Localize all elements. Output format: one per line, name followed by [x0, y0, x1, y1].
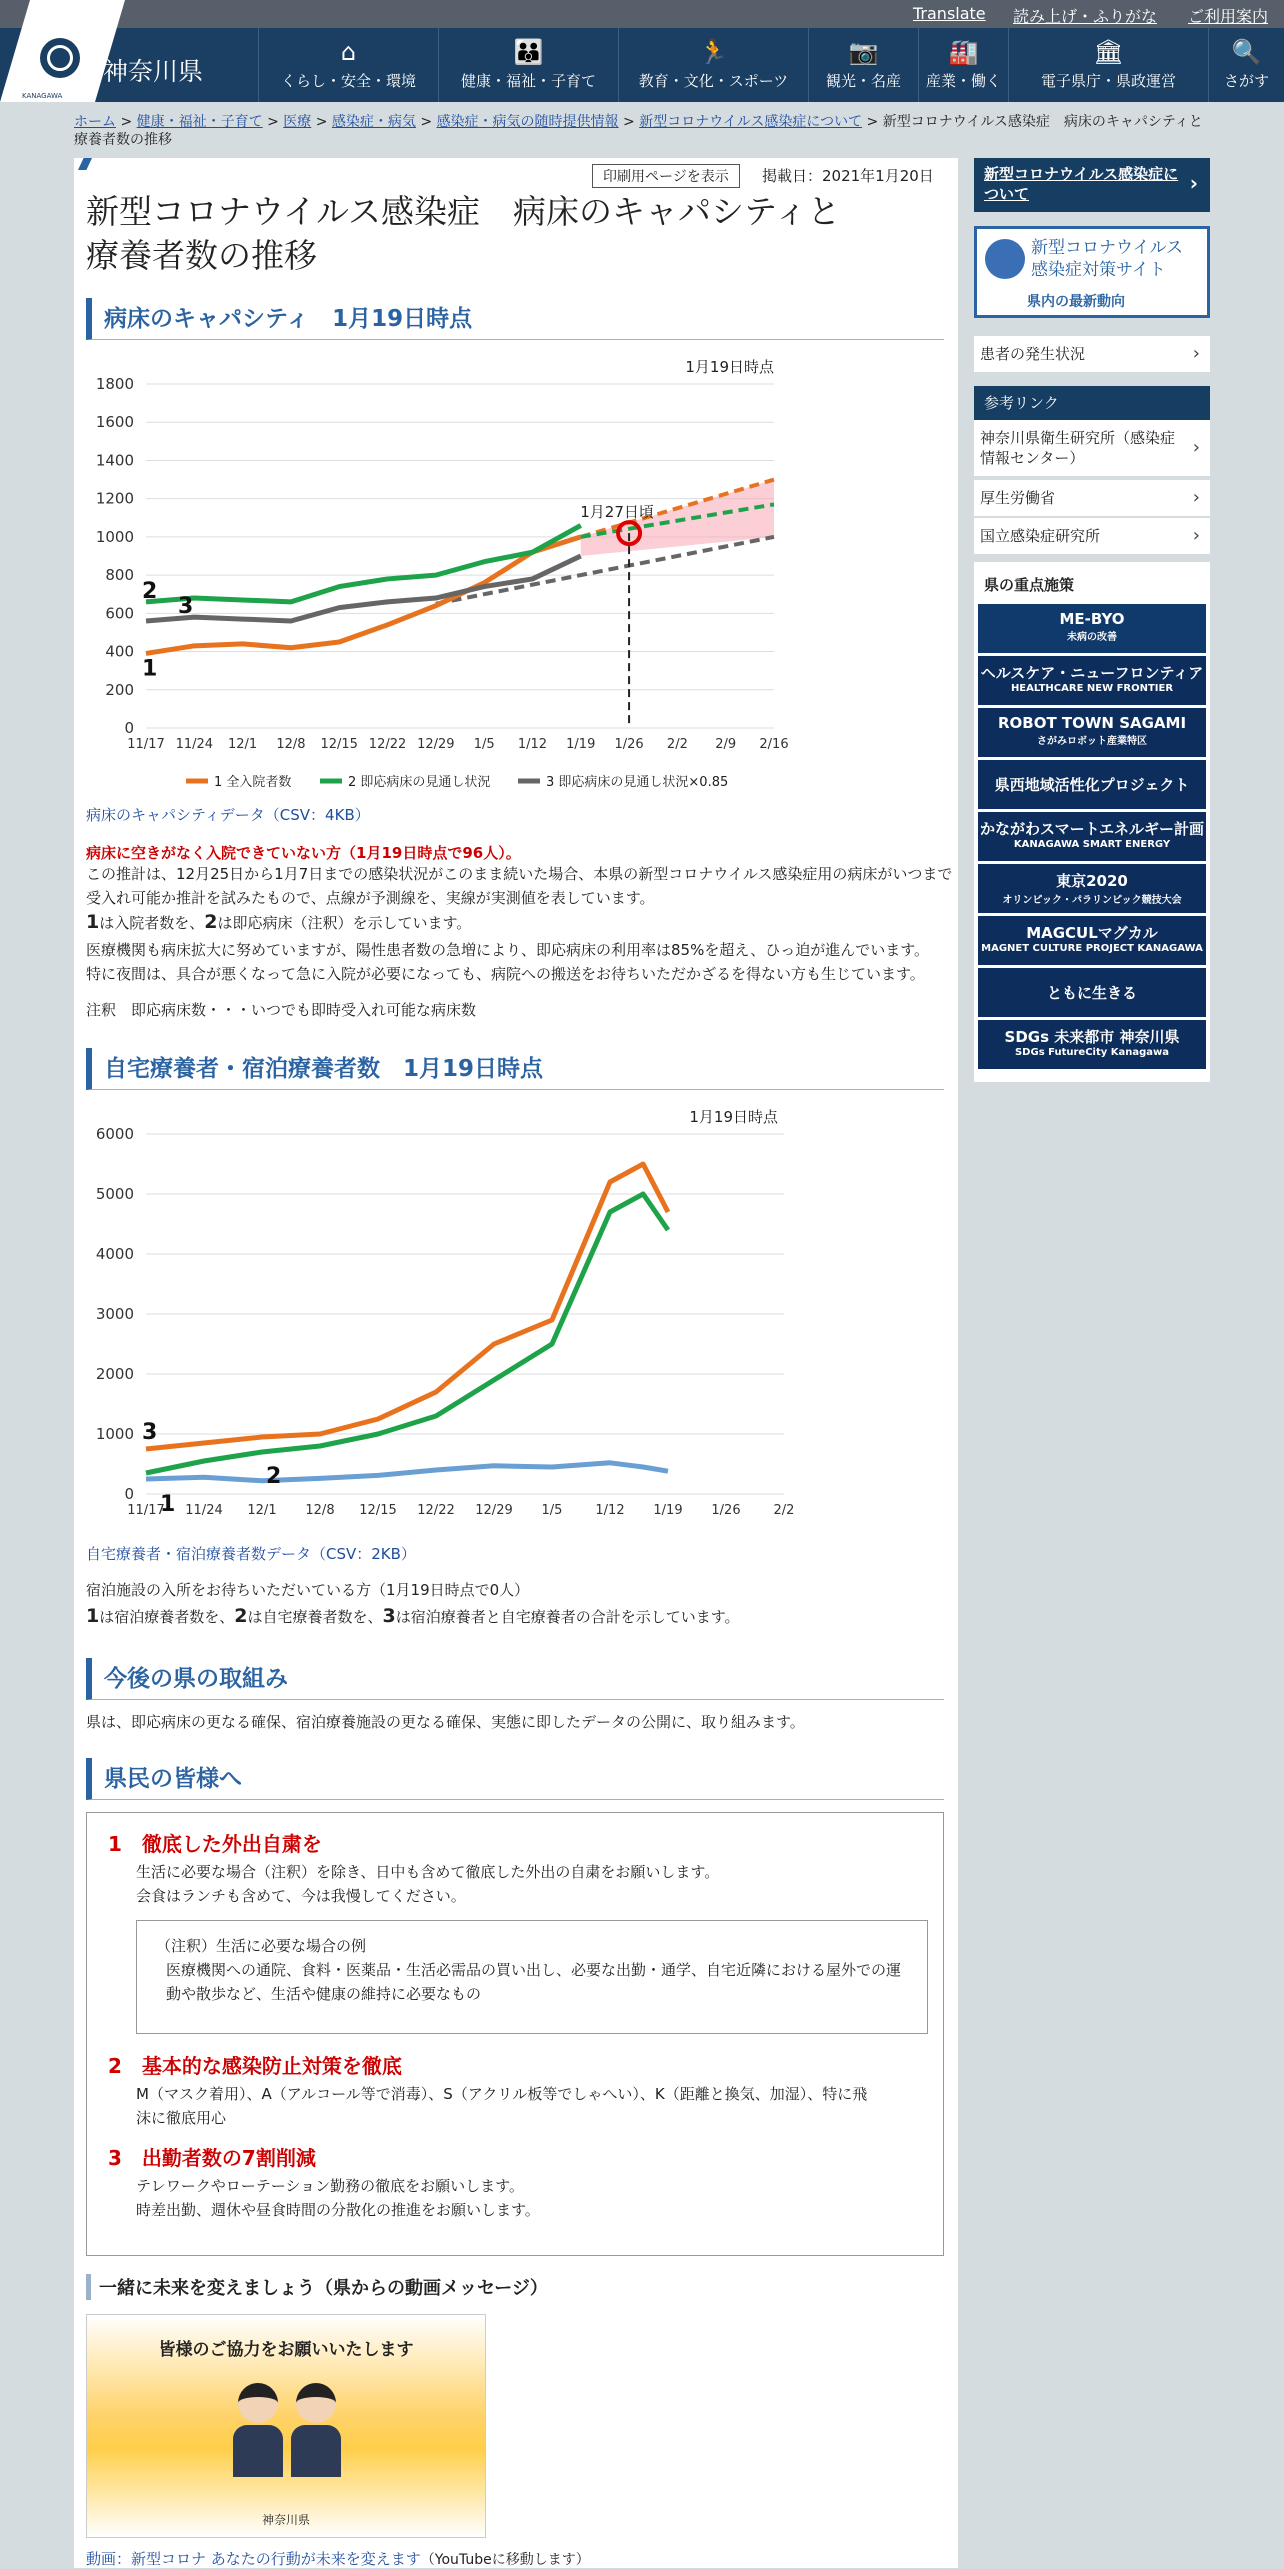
x-tick-label: 12/8 [276, 737, 306, 752]
policy-banner[interactable]: 東京2020 オリンピック・パラリンピック競技大会 [978, 864, 1206, 913]
breadcrumb-link[interactable]: 感染症・病気 [331, 114, 416, 130]
house-icon: ⌂ [340, 38, 357, 66]
x-tick-label: 11/24 [185, 1503, 223, 1518]
section-heading-patients: 自宅療養者・宿泊療養者数 1月19日時点 [86, 1048, 944, 1090]
nav-item-building[interactable] [1008, 28, 1208, 102]
capacity-csv-link[interactable]: 病床のキャパシティデータ（CSV：4KB） [86, 806, 370, 824]
x-tick-label: 12/15 [359, 1503, 397, 1518]
y-tick-label: 1400 [95, 451, 134, 470]
series-label: 1 [160, 1492, 176, 1517]
chevron-right-icon: › [1192, 437, 1200, 458]
breadcrumb-separator: > [262, 114, 284, 130]
factory-icon: 🏭 [948, 38, 979, 66]
series-label: 3 [142, 1420, 158, 1445]
y-tick-label: 0 [124, 1485, 134, 1503]
section-heading-residents: 県民の皆様へ [86, 1758, 944, 1800]
y-tick-label: 1600 [95, 413, 134, 432]
y-tick-label: 800 [105, 566, 134, 585]
breadcrumb-link[interactable]: ホーム [74, 114, 116, 130]
x-tick-label: 12/15 [320, 737, 358, 752]
request-text: M（マスク着用）、A（アルコール等で消毒）、S（アクリル板等でしゃへい）、K（距離と換気、加湿）、特に飛 [136, 2085, 868, 2103]
series-label: 1 [142, 656, 158, 682]
nav-label: 教育・文化・スポーツ [638, 72, 789, 90]
x-tick-label: 1/12 [595, 1503, 625, 1518]
banner-subtitle: 県内の最新動向 [1027, 294, 1125, 310]
kanagawa-seal-icon[interactable] [40, 38, 80, 78]
nav-item-house[interactable] [258, 28, 438, 102]
video-logo: 神奈川県 [261, 2513, 310, 2527]
series-label: 3 [178, 593, 194, 619]
nav-label: くらし・安全・環境 [280, 72, 416, 90]
breadcrumb-link[interactable]: 医療 [283, 114, 312, 130]
video-heading: 一緒に未来を変えましょう（県からの動画メッセージ） [86, 2274, 548, 2300]
legend-entry: 2 即応病床の見通し状況 [348, 775, 491, 790]
breadcrumb-separator: > [116, 114, 137, 130]
x-tick-label: 11/17 [127, 1503, 165, 1518]
y-tick-label: 2000 [95, 1365, 134, 1383]
x-tick-label: 12/22 [368, 737, 407, 752]
policy-banner[interactable]: ともに生きる [978, 968, 1206, 1017]
y-tick-label: 3000 [95, 1305, 134, 1323]
x-tick-label: 12/1 [228, 737, 258, 752]
chevron-right-icon: › [1192, 487, 1200, 508]
y-tick-label: 4000 [95, 1245, 134, 1263]
series-label: 2 [142, 578, 158, 604]
efforts-text: 県は、即応病床の更なる確保、宿泊療養施設の更なる確保、実態に即したデータの公開に、取り組みます。 [86, 1713, 805, 1731]
breadcrumb-separator: > [311, 114, 332, 130]
breadcrumb-separator: > [415, 114, 437, 130]
x-tick-label: 2/16 [759, 737, 789, 752]
bed-capacity-chart [74, 348, 954, 808]
legend-entry: 1 全入院者数 [214, 775, 292, 790]
posted-date: 掲載日：2021年1月20日 [762, 167, 934, 185]
corner-accent [78, 158, 92, 170]
patients-csv-link[interactable]: 自宅療養者・宿泊療養者数データ（CSV：2KB） [86, 1545, 416, 1563]
x-tick-label: 1/26 [711, 1503, 741, 1518]
breadcrumb-current: 新型コロナウイルス感染症 病床のキャパシティと療養者数の推移 [74, 114, 1203, 148]
section-heading-efforts: 今後の県の取組み [86, 1658, 944, 1700]
breadcrumb-separator: > [618, 114, 640, 130]
request-text: 生活に必要な場合（注釈）を除き、日中も含めて徹底した外出の自粛をお願いします。 [136, 1863, 720, 1881]
breadcrumb-link[interactable]: 新型コロナウイルス感染症について [639, 114, 863, 130]
x-tick-label: 2/9 [715, 737, 737, 752]
nav-item-search[interactable] [1208, 28, 1284, 102]
x-tick-label: 1/5 [473, 737, 495, 752]
x-tick-label: 2/2 [666, 737, 688, 752]
description-line: 受入れ可能か推計を試みたもので、点線が予測線を、実線が実測値を表しています。 [86, 889, 655, 907]
x-tick-label: 12/29 [417, 737, 455, 752]
camera-icon: 📷 [848, 38, 879, 66]
legend-entry: 3 即応病床の見通し状況×0.85 [546, 775, 729, 790]
family-icon: 👪 [513, 38, 544, 66]
policy-banner[interactable]: ME-BYO 未病の改善 [978, 604, 1206, 653]
breadcrumb-link[interactable]: 健康・福祉・子育て [136, 114, 263, 130]
nav-item-family[interactable] [438, 28, 618, 102]
y-tick-label: 1800 [95, 375, 134, 393]
x-tick-label: 12/8 [305, 1503, 335, 1518]
note-text: 医療機関への通院、食料・医薬品・生活必需品の買い出し、必要な出勤・通学、自宅近隣における屋外での運 [166, 1961, 902, 1979]
patients-status-link[interactable]: 患者の発生状況 › [974, 336, 1210, 373]
x-tick-label: 1/26 [614, 737, 644, 752]
utility-bar [0, 0, 1284, 28]
person-icon [233, 2383, 283, 2479]
description-line: 医療機関も病床拡大に努めていますが、陽性患者数の急増により、即応病床の利用率は85%を超え、ひっ迫が進んでいます。 [86, 941, 930, 959]
series-line [146, 1164, 668, 1449]
legend-explanation: 1は入院者数を、2は即応病床（注釈）を示しています。 [86, 911, 472, 933]
y-tick-label: 5000 [95, 1185, 134, 1203]
reference-link[interactable]: 国立感染症研究所 › [974, 518, 1210, 555]
chart-annotation: 1月19日時点 [685, 358, 774, 376]
policy-banner[interactable]: SDGs 未来都市 神奈川県 SDGs FutureCity Kanagawa [978, 1020, 1206, 1069]
request-heading-3: 3 出勤者数の7割削減 [108, 2146, 316, 2170]
nav-item-camera[interactable] [808, 28, 918, 102]
x-tick-label: 1/5 [541, 1503, 563, 1518]
video-caption: 皆様のご協力をお願いいたします [158, 2340, 414, 2360]
covid-site-banner[interactable] [974, 226, 1210, 318]
main-content [74, 158, 958, 2568]
policy-banner[interactable]: ヘルスケア・ニューフロンティア HEALTHCARE NEW FRONTIER [978, 656, 1206, 705]
nav-item-runner[interactable] [618, 28, 808, 102]
search-icon: 🔍 [1231, 38, 1262, 66]
legend-explanation: 1は宿泊療養者数を、2は自宅療養者数を、3は宿泊療養者と自宅療養者の合計を示しています。 [86, 1605, 740, 1627]
description-line: この推計は、12月25日から1月7日までの感染状況がこのまま続いた場合、本県の新型コロナウイルス感染症用の病床がいつまで [86, 865, 953, 883]
request-text: 沫に徹底用心 [136, 2109, 227, 2127]
request-heading-2: 2 基本的な感染防止対策を徹底 [108, 2054, 402, 2078]
note-title: （注釈）生活に必要な場合の例 [156, 1937, 367, 1955]
patients-chart [74, 1098, 954, 1538]
breadcrumb-link[interactable]: 感染症・病気の随時提供情報 [436, 114, 619, 130]
print-button[interactable]: 印刷用ページを表示 [592, 164, 740, 188]
series-line [146, 1463, 668, 1481]
request-text: 会食はランチも含めて、今は我慢してください。 [136, 1887, 466, 1905]
nav-label: 電子県庁・県政運営 [1040, 72, 1176, 90]
request-text: テレワークやローテーション勤務の徹底をお願いします。 [136, 2177, 524, 2195]
nav-item-factory[interactable] [918, 28, 1008, 102]
x-tick-label: 12/1 [247, 1503, 277, 1518]
y-tick-label: 0 [124, 719, 134, 737]
virus-icon [985, 239, 1025, 279]
request-heading-1: 1 徹底した外出自粛を [108, 1832, 322, 1856]
x-tick-label: 1/19 [566, 737, 596, 752]
x-tick-label: 11/24 [175, 737, 214, 752]
policy-banner[interactable]: 県西地域活性化プロジェクト [978, 760, 1206, 809]
ref-links-heading: 参考リンク [974, 386, 1210, 420]
series-label: 2 [266, 1464, 282, 1489]
y-tick-label: 6000 [95, 1125, 134, 1143]
y-tick-label: 400 [105, 642, 134, 661]
nav-label: さがす [1223, 72, 1269, 90]
covid-info-link[interactable]: 新型コロナウイルス感染症について › [974, 158, 1210, 212]
reference-link[interactable]: 神奈川県衛生研究所（感染症情報センター） › [974, 420, 1210, 477]
chevron-right-icon: › [1189, 171, 1198, 195]
policy-banner[interactable]: MAGCULマグカル MAGNET CULTURE PROJECT KANAGAWA [978, 916, 1206, 965]
y-tick-label: 600 [105, 604, 134, 623]
y-tick-label: 200 [105, 680, 134, 699]
nav-label: 観光・名産 [825, 72, 901, 90]
chevron-right-icon: › [1192, 343, 1200, 364]
video-link-row: 動画：新型コロナ あなたの行動が未来を変えます（YouTubeに移動します） [86, 2550, 590, 2568]
policy-banner[interactable]: かながわスマートエネルギー計画 KANAGAWA SMART ENERGY [978, 812, 1206, 861]
description-line: 特に夜間は、具合が悪くなって急に入院が必要になっても、病院への搬送をお待ちいただかざるを得ない方も生じています。 [86, 965, 925, 983]
breadcrumb [74, 113, 1214, 149]
person-icon [291, 2383, 341, 2479]
marker-label: 1月27日頃 [580, 503, 654, 522]
chevron-right-icon: › [1192, 525, 1200, 546]
video-link[interactable]: 動画：新型コロナ あなたの行動が未来を変えます [86, 2550, 421, 2568]
banner-title: 新型コロナウイルス 感染症対策サイト [1031, 238, 1183, 280]
y-tick-label: 1000 [95, 527, 134, 546]
nav-label: 産業・働く [925, 72, 1001, 90]
building-icon: 🏛 [1093, 38, 1124, 66]
x-tick-label: 12/29 [475, 1503, 513, 1518]
nav-label: 健康・福祉・子育て [460, 72, 596, 90]
x-tick-label: 12/22 [417, 1503, 455, 1518]
reference-link[interactable]: 厚生労働省 › [974, 480, 1210, 517]
policy-heading: 県の重点施策 [984, 576, 1075, 594]
policy-panel [974, 562, 1210, 1082]
seal-caption: KANAGAWA [22, 92, 63, 100]
note-text: 動や散歩など、生活や健康の維持に必要なもの [166, 1985, 482, 2003]
policy-banner[interactable]: ROBOT TOWN SAGAMI さがみロボット産業特区 [978, 708, 1206, 757]
x-tick-label: 11/17 [127, 737, 165, 752]
x-tick-label: 1/12 [517, 737, 548, 752]
runner-icon: 🏃 [698, 38, 729, 66]
guide-link[interactable]: ご利用案内 [1188, 7, 1269, 26]
page-title: 新型コロナウイルス感染症 病床のキャパシティと 療養者数の推移 [86, 192, 841, 275]
section-heading-capacity: 病床のキャパシティ 1月19日時点 [86, 298, 944, 340]
note-text: 注釈 即応病床数・・・いつでも即時受入れ可能な病床数 [86, 1001, 477, 1019]
request-text: 時差出勤、週休や昼食時間の分散化の推進をお願いします。 [136, 2201, 540, 2219]
y-tick-label: 1200 [95, 489, 134, 508]
ruby-link[interactable]: 読み上げ・ふりがな [1013, 7, 1158, 26]
chart-annotation: 1月19日時点 [689, 1108, 778, 1126]
y-tick-label: 1000 [95, 1425, 134, 1443]
waiting-text: 宿泊施設の入所をお待ちいただいている方（1月19日時点で0人） [86, 1581, 530, 1599]
x-tick-label: 2/2 [773, 1503, 795, 1518]
translate-link[interactable]: Translate [913, 4, 986, 23]
video-thumbnail[interactable] [86, 2314, 486, 2538]
alert-text: 病床に空きがなく入院できていない方（1月19日時点で96人）。 [86, 844, 521, 862]
breadcrumb-separator: > [862, 114, 883, 130]
prefecture-name[interactable]: 神奈川県 [103, 57, 204, 86]
x-tick-label: 1/19 [653, 1503, 683, 1518]
